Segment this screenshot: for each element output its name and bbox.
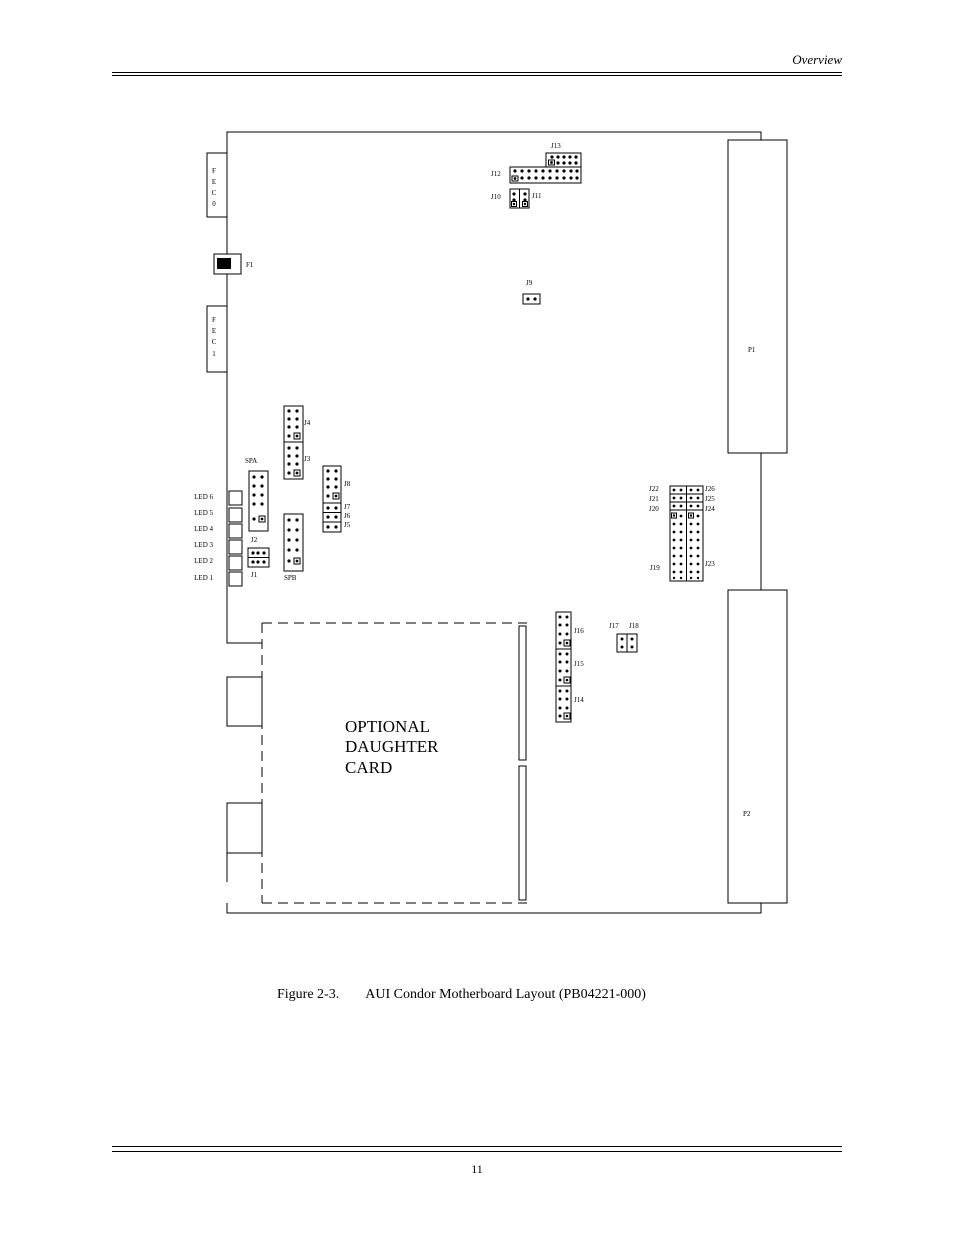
p2-label: P2 bbox=[743, 810, 751, 818]
j2-j1-header bbox=[248, 548, 269, 567]
front-panel-openings bbox=[227, 677, 262, 853]
j2-label: J2 bbox=[251, 536, 258, 544]
fec0-label-0: 0 bbox=[212, 200, 216, 208]
j13-label: J13 bbox=[551, 142, 561, 150]
front-opening-lower bbox=[227, 803, 262, 853]
j12-label: J12 bbox=[491, 170, 501, 178]
p1-connector bbox=[728, 140, 787, 453]
f1-label: F1 bbox=[246, 261, 254, 269]
j3-header bbox=[284, 442, 303, 479]
led-3-label: LED 3 bbox=[194, 541, 213, 549]
j4-header bbox=[284, 406, 303, 442]
j16-label: J16 bbox=[574, 627, 584, 635]
footer-rule-bottom bbox=[112, 1151, 842, 1152]
daughter-card-label-line-1: OPTIONAL bbox=[345, 717, 430, 736]
j9-header bbox=[523, 294, 540, 304]
daughter-card-connector-upper bbox=[519, 626, 526, 760]
j8-label: J8 bbox=[344, 480, 351, 488]
fec0-label-f: F bbox=[212, 167, 216, 175]
j17-label: J17 bbox=[609, 622, 619, 630]
j10-label: J10 bbox=[491, 193, 501, 201]
led-5-label: LED 5 bbox=[194, 509, 213, 517]
led-6 bbox=[229, 491, 242, 505]
led-5 bbox=[229, 508, 242, 522]
j9-label: J9 bbox=[526, 279, 533, 287]
spb-header bbox=[284, 514, 303, 571]
j15-label: J15 bbox=[574, 660, 584, 668]
j21-label: J21 bbox=[649, 495, 659, 503]
j1-label: J1 bbox=[251, 571, 258, 579]
page-number: 11 bbox=[471, 1162, 483, 1176]
j7-label: J7 bbox=[344, 503, 351, 511]
j19-label: J19 bbox=[650, 564, 660, 572]
fec0-label-c: C bbox=[211, 189, 217, 197]
fec0-connector bbox=[207, 153, 227, 217]
p2-connector bbox=[728, 590, 787, 903]
j22-label: J22 bbox=[649, 485, 659, 493]
spb-label: SPB bbox=[284, 574, 297, 582]
j13-header bbox=[546, 153, 581, 167]
f1-fuse bbox=[217, 258, 231, 269]
led-2-label: LED 2 bbox=[194, 557, 213, 565]
fec1-label-c: C bbox=[211, 338, 217, 346]
p1-label: P1 bbox=[748, 346, 756, 354]
led-1 bbox=[229, 572, 242, 586]
j25-label: J25 bbox=[705, 495, 715, 503]
j7-j6-j5-header bbox=[323, 503, 341, 532]
j3-label: J3 bbox=[304, 455, 311, 463]
fec1-connector bbox=[207, 306, 227, 372]
front-opening-upper bbox=[227, 677, 262, 726]
fec1-label-e: E bbox=[211, 327, 217, 335]
j20-label: J20 bbox=[649, 505, 659, 513]
daughter-card-label-line-2: DAUGHTER bbox=[345, 737, 439, 756]
led-6-label: LED 6 bbox=[194, 493, 213, 501]
led-3 bbox=[229, 540, 242, 554]
footer-rule-top bbox=[112, 1146, 842, 1147]
fec1-label-1: 1 bbox=[212, 350, 216, 358]
j5-label: J5 bbox=[344, 521, 351, 529]
figure-title: AUI Condor Motherboard Layout (PB04221-000) bbox=[365, 987, 646, 1002]
j17-j18-header bbox=[617, 634, 637, 652]
led-1-label: LED 1 bbox=[194, 574, 213, 582]
daughter-card-label-line-3: CARD bbox=[345, 758, 393, 777]
figure-caption bbox=[277, 987, 646, 1003]
j11-label: J11 bbox=[532, 192, 542, 200]
spa-header bbox=[249, 471, 268, 531]
led-4-label: LED 4 bbox=[194, 525, 213, 533]
j4-label: J4 bbox=[304, 419, 311, 427]
running-header-title: Overview bbox=[792, 52, 842, 67]
j24-label: J24 bbox=[705, 505, 715, 513]
led-4 bbox=[229, 524, 242, 538]
j18-label: J18 bbox=[629, 622, 639, 630]
spa-label: SPA bbox=[245, 457, 258, 465]
j26-label: J26 bbox=[705, 485, 715, 493]
led-column bbox=[229, 491, 242, 586]
j23-label: J23 bbox=[705, 560, 715, 568]
j19-j26-header-block bbox=[670, 486, 703, 581]
j8-header bbox=[323, 466, 341, 503]
daughter-card-outline bbox=[262, 623, 527, 903]
j12-header bbox=[510, 167, 581, 183]
daughter-card-connector-lower bbox=[519, 766, 526, 900]
j14-label: J14 bbox=[574, 696, 584, 704]
j6-label: J6 bbox=[344, 512, 351, 520]
j10-j11-header bbox=[510, 189, 529, 208]
fec1-label-f: F bbox=[212, 316, 216, 324]
fec0-label-e: E bbox=[211, 178, 217, 186]
figure-number: Figure 2-3. bbox=[277, 987, 340, 1002]
led-2 bbox=[229, 556, 242, 570]
j16-j15-j14-header bbox=[556, 612, 571, 722]
